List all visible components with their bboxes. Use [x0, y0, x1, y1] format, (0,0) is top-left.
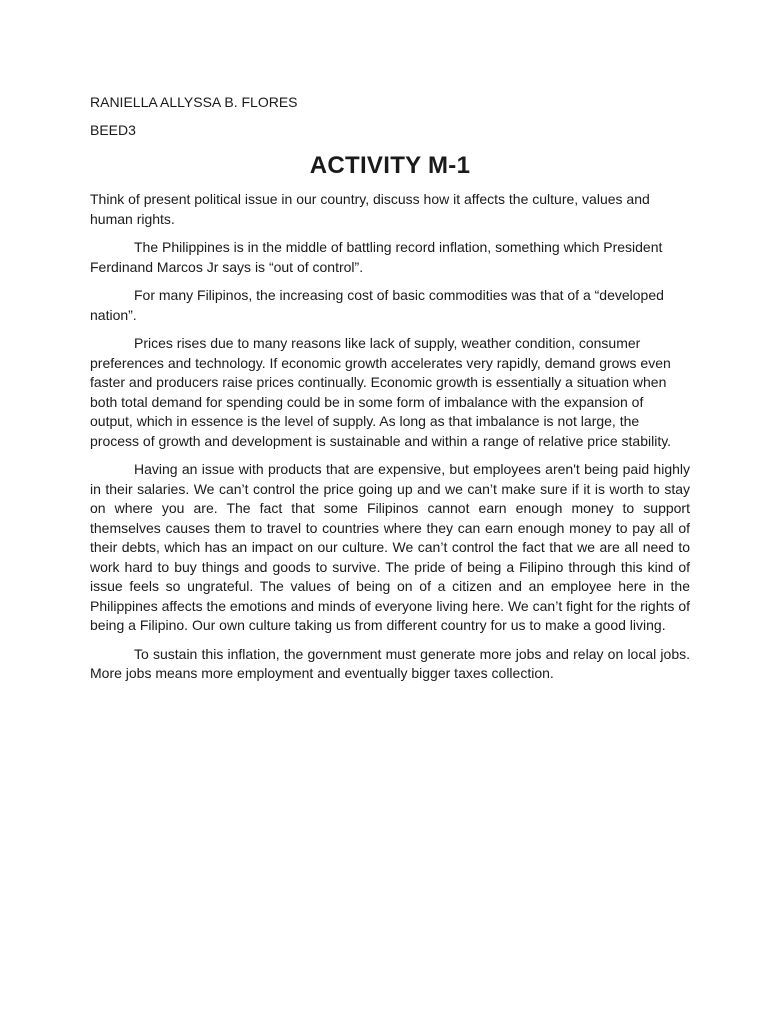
paragraph-cost: For many Filipinos, the increasing cost of basic commodities was that of a “developed nation”. [90, 287, 664, 323]
author-name: RANIELLA ALLYSSA B. FLORES [90, 94, 298, 110]
page-title: ACTIVITY M-1 [309, 152, 471, 179]
paragraph-inflation: The Philippines is in the middle of battling record inflation, something which President Ferdinand Marcos Jr says is “out of control”. [90, 239, 663, 275]
paragraph-issue: Having an issue with products that are expensive, but employees aren't being paid highly in their salaries. We can’t control the price going up and we can’t make sure if it is worth to stay on where you are. The fact that some Filipinos cannot earn enough money to support themselves causes them to travel to countries where they can earn enough money to pay all of their debts, which has an impact on our culture. We can’t control the fact that we are all need to work hard to buy things and goods to survive. The pride of being a Filipino through this kind of issue feels so ungrateful. The values of being on of a citizen and an employee here in the Philippines affects the emotions and minds of everyone living here. We can’t fight for the rights of being a Filipino. Our own culture taking us from different country for us to make a good living. [90, 461, 690, 633]
paragraph-solution: To sustain this inflation, the government must generate more jobs and relay on local jobs. More jobs means more employment and eventually bigger taxes collection. [90, 645, 690, 681]
activity-prompt: Think of present political issue in our country, discuss how it affects the culture, values and human rights. [90, 191, 650, 227]
course-label: BEED3 [90, 122, 136, 138]
paragraph-prices: Prices rises due to many reasons like lack of supply, weather condition, consumer preferences and technology. If economic growth accelerates very rapidly, demand grows even faster and producers raise prices continually. Economic growth is essentially a situation when both total demand for spending could be in some form of imbalance with the expansion of output, which in essence is the level of supply. As long as that imbalance is not large, the process of growth and development is sustainable and within a range of relative price stability. [90, 335, 672, 449]
document-page [90, 92, 690, 693]
